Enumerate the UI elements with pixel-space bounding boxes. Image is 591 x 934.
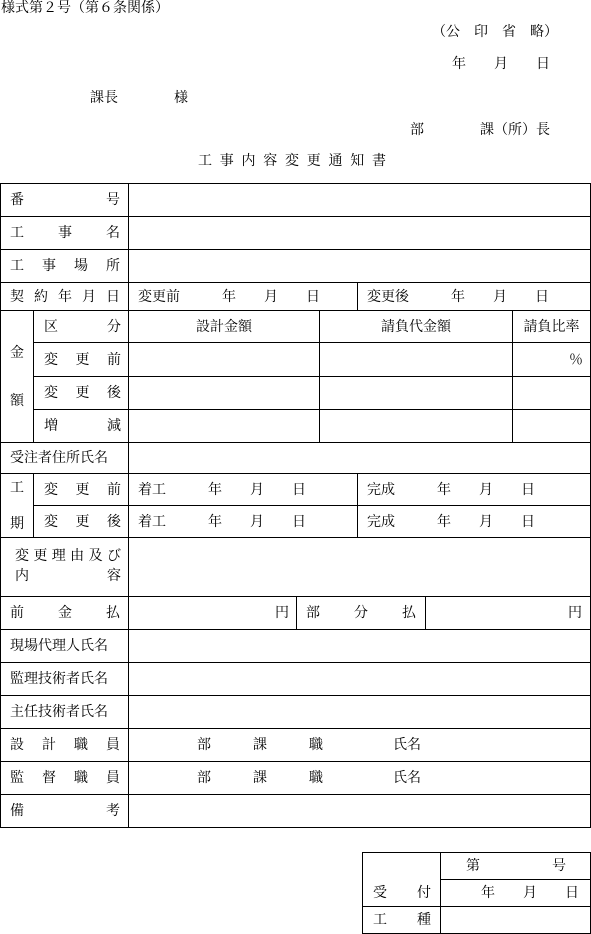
header-date: 年 月 日 xyxy=(452,56,550,72)
label-char: 名 xyxy=(106,225,120,241)
label-char: 後 xyxy=(107,385,121,401)
sender: 部 課（所）長 xyxy=(410,122,550,138)
label-char: 種 xyxy=(417,912,431,928)
seal-omitted-note: （公 印 省 略） xyxy=(432,24,558,40)
label-char: 場 xyxy=(74,258,88,274)
label-char: 備 xyxy=(10,803,24,819)
label-char: 事 xyxy=(42,258,56,274)
label-char: 年 xyxy=(58,288,72,305)
label-char: 知 xyxy=(350,153,365,169)
amount-category-header xyxy=(44,311,121,342)
label-char: 督 xyxy=(42,770,56,786)
contractor-label: 受注者住所氏名 xyxy=(10,450,108,466)
label-char: 払 xyxy=(106,605,120,621)
label-char: 内 xyxy=(15,568,29,584)
design-staff-label xyxy=(10,729,120,761)
label-char: 号 xyxy=(106,192,120,208)
label-char: 員 xyxy=(106,770,120,786)
period-after-start: 着工 年 月 日 xyxy=(138,513,306,530)
label-char: 更 xyxy=(306,153,321,169)
label-char: 変 xyxy=(44,385,58,401)
addressee: 課長 様 xyxy=(90,90,188,106)
document-title xyxy=(198,152,386,170)
label-char: 更 xyxy=(33,548,48,564)
label-char: 額 xyxy=(10,393,24,409)
label-char: 通 xyxy=(328,153,343,169)
work-type-label xyxy=(373,907,431,933)
label-char: 容 xyxy=(263,153,278,169)
label-char: 部 xyxy=(306,605,320,621)
number-label xyxy=(10,184,120,216)
label-char: 更 xyxy=(75,385,90,401)
site-agent-label: 現場代理人氏名 xyxy=(10,638,108,654)
label-char: 工 xyxy=(10,258,24,274)
remarks-label xyxy=(10,795,120,827)
label-char: 前 xyxy=(107,481,121,498)
label-char: び xyxy=(106,548,121,564)
contract-after-date: 変更後 年 月 日 xyxy=(367,288,549,305)
label-char: 書 xyxy=(372,153,386,169)
period-label xyxy=(1,480,33,532)
reason-label-line2 xyxy=(15,567,121,585)
label-char: 工 xyxy=(10,480,24,496)
label-char: 分 xyxy=(107,318,121,335)
label-char: 区 xyxy=(44,318,58,335)
amount-label xyxy=(1,345,33,409)
amount-row-before xyxy=(44,343,121,376)
label-char: 職 xyxy=(74,737,88,753)
contract-ratio-header: 請負比率 xyxy=(523,318,580,335)
receipt-number xyxy=(466,853,566,879)
label-char: 受 xyxy=(373,885,387,901)
label-char: 工 xyxy=(373,912,387,928)
label-char: 契 xyxy=(10,288,24,305)
label-char: 増 xyxy=(44,418,58,434)
label-char: 期 xyxy=(10,516,24,532)
label-char: 分 xyxy=(354,605,368,621)
amount-row-after xyxy=(44,377,121,409)
label-char: 由 xyxy=(70,548,85,564)
label-char: 減 xyxy=(107,418,121,434)
label-char: 考 xyxy=(106,803,120,819)
label-char: 職 xyxy=(74,770,88,786)
label-char: 更 xyxy=(75,481,90,498)
label-char: 及 xyxy=(88,548,103,564)
work-name-label xyxy=(10,217,120,249)
label-char: 後 xyxy=(107,513,121,530)
label-char: 前 xyxy=(107,351,121,368)
inspection-staff-label xyxy=(10,762,120,794)
reason-label-line1 xyxy=(15,547,121,565)
partial-yen: 円 xyxy=(568,605,582,621)
label-char: 工 xyxy=(10,225,24,241)
label-char: 事 xyxy=(58,225,72,241)
inspection-staff-fields: 部 課 職 氏名 xyxy=(197,770,421,786)
label-char: 所 xyxy=(106,258,120,274)
label-char: 変 xyxy=(285,153,299,169)
amount-row-diff xyxy=(44,410,121,442)
period-after-label xyxy=(44,506,121,537)
contract-before-date: 変更前 年 月 日 xyxy=(138,288,320,305)
label-char: 変 xyxy=(15,548,29,564)
supervising-engineer-label: 監理技術者氏名 xyxy=(10,671,108,687)
contract-date-label xyxy=(10,283,120,310)
period-before-label xyxy=(44,474,121,505)
partial-payment-label xyxy=(306,597,416,629)
label-char: 変 xyxy=(44,351,58,368)
label-char: 内 xyxy=(241,153,256,169)
receipt-date: 年 月 日 xyxy=(481,885,579,901)
label-char: 更 xyxy=(75,351,90,368)
receipt-label xyxy=(373,880,431,906)
label-char: 月 xyxy=(82,288,96,305)
period-after-finish: 完成 年 月 日 xyxy=(367,513,535,530)
label-char: 更 xyxy=(75,513,90,530)
label-char: 計 xyxy=(42,737,56,753)
label-char: 約 xyxy=(34,288,48,305)
label-char: 前 xyxy=(10,605,24,621)
period-before-start: 着工 年 月 日 xyxy=(138,481,306,498)
label-char: 工 xyxy=(198,153,212,169)
label-char: 付 xyxy=(417,885,431,901)
label-char: 日 xyxy=(106,288,120,305)
chief-engineer-label: 主任技術者氏名 xyxy=(10,704,108,720)
design-amount-header: 設計金額 xyxy=(196,318,252,335)
label-char: 監 xyxy=(10,770,24,786)
label-char: 金 xyxy=(58,605,72,621)
label-char: 払 xyxy=(402,605,416,621)
label-char: 員 xyxy=(106,737,120,753)
label-char: 金 xyxy=(10,345,24,361)
period-before-finish: 完成 年 月 日 xyxy=(367,481,535,498)
design-staff-fields: 部 課 職 氏名 xyxy=(197,737,421,753)
form-id: 様式第２号（第６条関係） xyxy=(1,0,169,16)
advance-payment-label xyxy=(10,597,120,629)
label-char: 理 xyxy=(51,548,66,564)
label-char: 号 xyxy=(552,858,566,874)
label-char: 変 xyxy=(44,481,58,498)
label-char: 事 xyxy=(219,153,234,169)
work-place-label xyxy=(10,250,120,282)
label-char: 番 xyxy=(10,192,24,208)
label-char: 変 xyxy=(44,513,58,530)
advance-yen: 円 xyxy=(275,605,289,621)
percent-sign: ％ xyxy=(569,351,583,368)
label-char: 第 xyxy=(466,858,480,874)
label-char: 設 xyxy=(10,737,24,753)
contract-amount-header: 請負代金額 xyxy=(381,318,451,335)
label-char: 容 xyxy=(107,568,121,584)
